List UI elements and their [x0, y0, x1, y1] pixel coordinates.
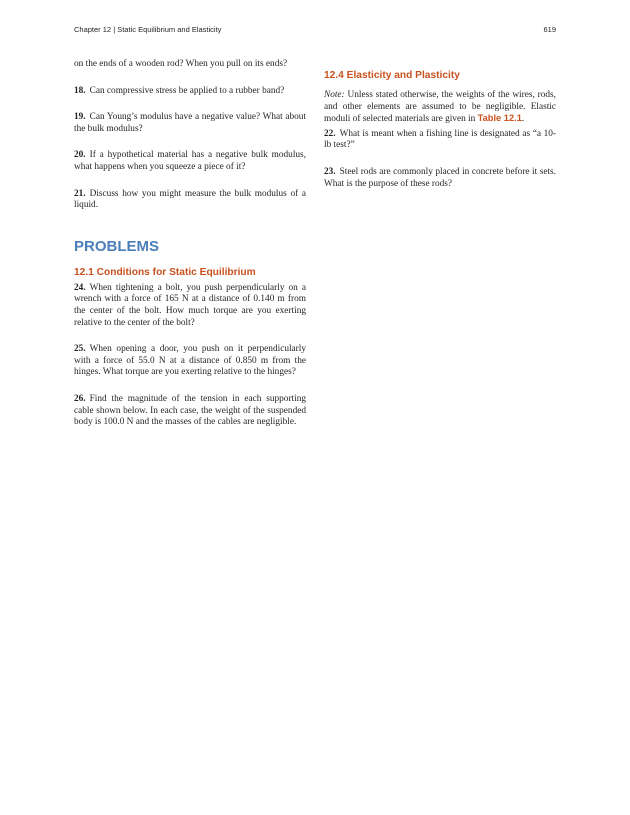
note-text: Unless stated otherwise, the weights of the wires, rods, and other elements are assumed to be negligible. Elastic moduli of selected materials are given in: [324, 90, 556, 125]
question-26: [74, 394, 306, 429]
question-number: 26.: [74, 393, 86, 404]
question-text: Find the magnitude of the tension in each supporting cable shown below. In each case, the weight of the suspended body is 100.0 N and the masses of the cables are negligible.: [74, 393, 306, 428]
question-25: [74, 344, 306, 379]
question-20: [74, 150, 306, 173]
section-heading-12-1: 12.1 Conditions for Static Equilibrium: [74, 266, 256, 278]
right-column: [324, 70, 556, 190]
question-18: [74, 86, 306, 98]
table-link[interactable]: Table 12.1: [477, 113, 522, 124]
question-24: [74, 283, 306, 329]
chapter-title: Chapter 12 | Static Equilibrium and Elasticity: [74, 25, 222, 34]
question-text: When opening a door, you push on it perpendicularly with a force of 55.0 N at a distance of 0.850 m from the hinges. What torque are you exerting relative to the hinges?: [74, 344, 306, 378]
question-text: When tightening a bolt, you push perpendicularly on a wrench with a force of 165 N at a distance of 0.140 m from the center of the bolt. How much torque are you exerting relative to the center of the bolt?: [74, 282, 306, 328]
question-22: [324, 129, 556, 152]
question-number: 19.: [74, 112, 86, 123]
page-header: [74, 25, 556, 37]
question-number: 20.: [74, 150, 86, 161]
question-text: Can compressive stress be applied to a rubber band?: [89, 85, 285, 96]
question-text: Steel rods are commonly placed in concrete before it sets. What is the purpose of these rods?: [324, 166, 556, 189]
note-paragraph: [324, 90, 556, 126]
problems-heading: PROBLEMS: [74, 237, 160, 255]
question-number: 22.: [324, 128, 336, 139]
question-text: Can Young’s modulus have a negative value? What about the bulk modulus?: [74, 112, 306, 134]
question-text: If a hypothetical material has a negative bulk modulus, what happens when you squeeze a piece of it?: [74, 150, 306, 172]
question-number: 24.: [74, 282, 86, 293]
question-number: 18.: [74, 85, 86, 96]
page-number: 619: [543, 25, 556, 34]
question-21: [74, 189, 306, 212]
question-number: 25.: [74, 344, 86, 355]
question-17-continued: on the ends of a wooden rod? When you pull on its ends?: [74, 59, 288, 69]
question-text: What is meant when a fishing line is designated as “a 10-lb test?”: [324, 128, 556, 151]
left-column: [74, 59, 306, 429]
question-19: [74, 112, 306, 135]
note-label: Note:: [324, 90, 345, 100]
question-number: 23.: [324, 166, 336, 177]
note-end: .: [521, 114, 525, 125]
section-heading-12-4: 12.4 Elasticity and Plasticity: [324, 70, 460, 81]
question-23: [324, 167, 556, 190]
question-text: Discuss how you might measure the bulk modulus of a liquid.: [74, 188, 306, 211]
question-number: 21.: [74, 188, 86, 199]
